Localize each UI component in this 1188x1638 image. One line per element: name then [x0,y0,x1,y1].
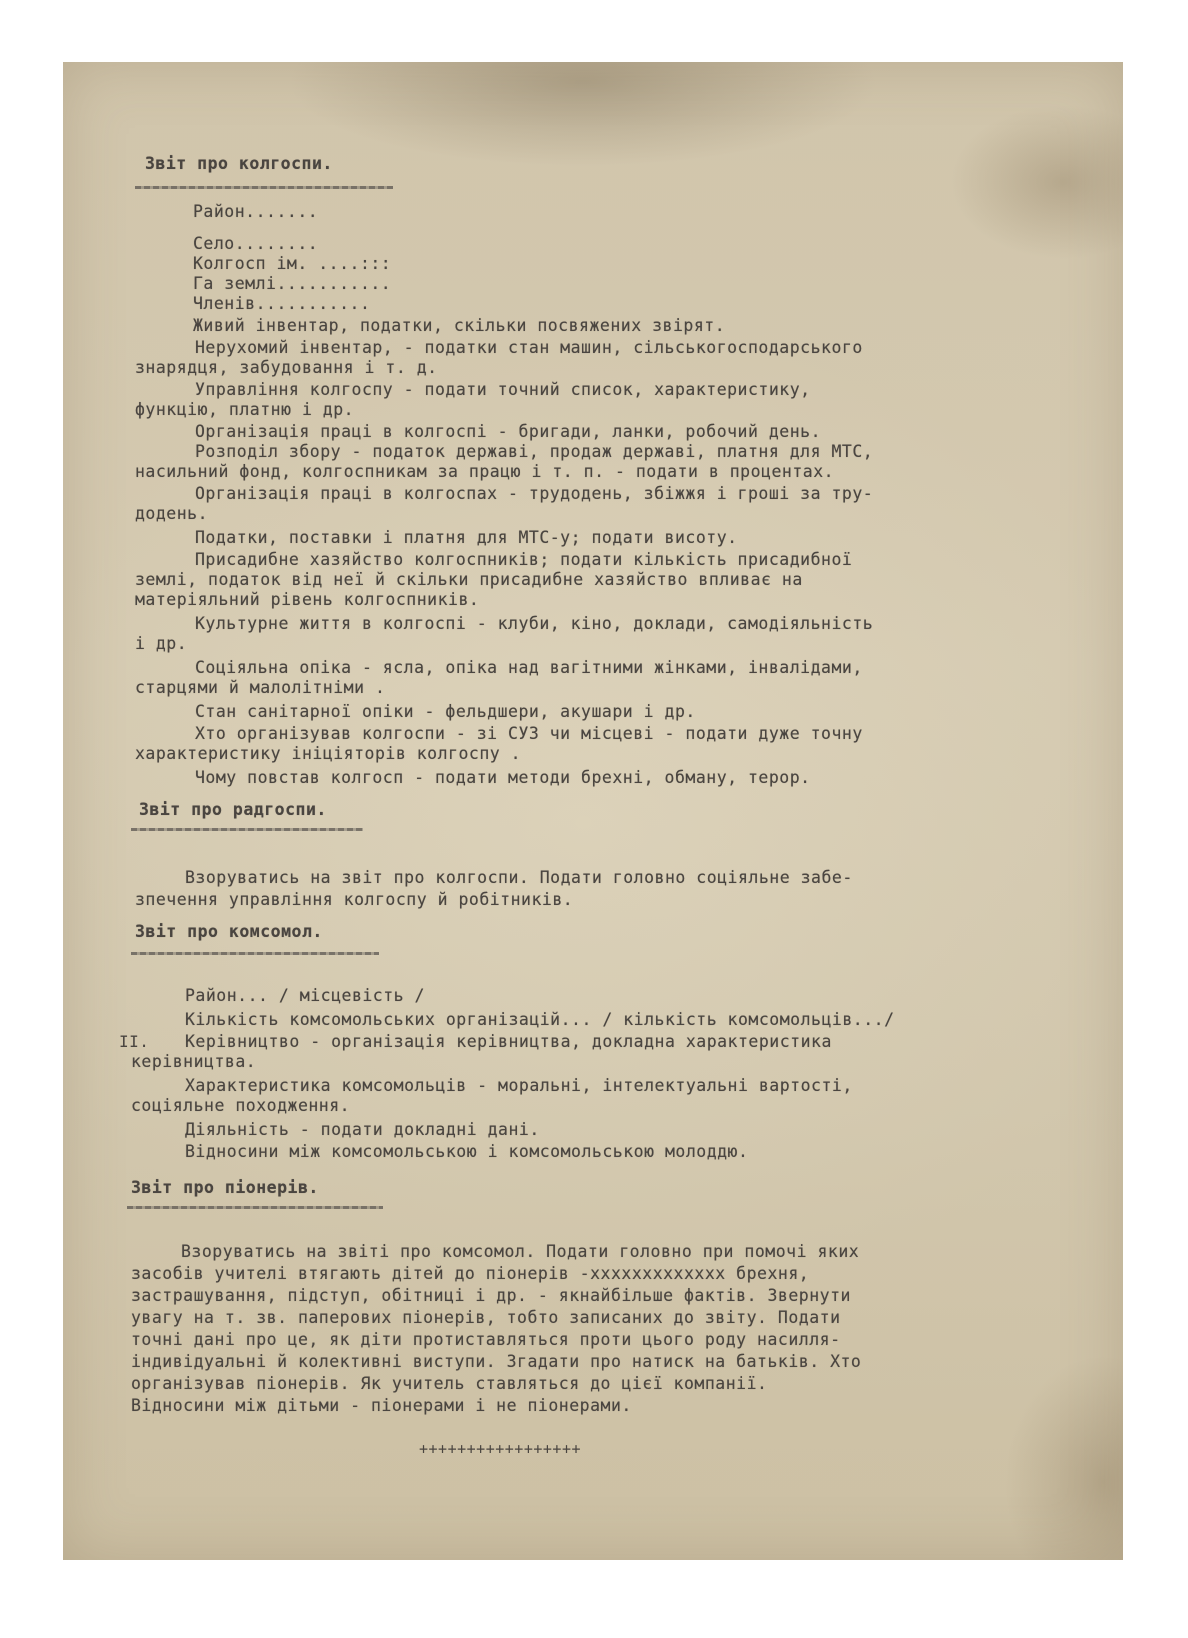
form-line: характеристику ініціяторів колгоспу . [135,744,522,763]
typewritten-document [63,62,1123,1560]
form-line: старцями й малолітніми . [135,678,386,697]
section-heading-komsomol: Звіт про комсомол. [135,922,323,941]
form-line: Відносини між дітьми - піонерами і не піонерами. [131,1396,632,1415]
form-line: і др. [135,634,188,653]
form-line: Організація праці в колгоспі - бригади, ланки, робочий день. [195,422,822,441]
form-line: матеріяльний рівень колгоспників. [135,590,480,609]
form-line: засобів учителі втягають дітей до піонерів -ххххххххххххх брехня, [131,1264,810,1283]
form-line: керівництва. [131,1052,257,1071]
form-line: Характеристика комсомольців - моральні, інтелектуальні вартості, [185,1076,853,1095]
form-line: Управління колгоспу - подати точний список, характеристику, [195,380,811,399]
form-line: Присадибне хазяйство колгоспників; подати кількість присадибної [195,550,853,569]
form-line: Взоруватись на звіті про комсомол. Подати головно при помочі яких [181,1242,860,1261]
form-line: точні дані про це, як діти протиставляться проти цього роду насилля- [131,1330,841,1349]
form-line: соціяльне походження. [131,1096,351,1115]
form-line: знарядця, забудовання і т. д. [135,358,438,377]
form-line: Колгосп ім. ....::: [193,254,392,273]
form-line: Село........ [193,234,319,253]
form-line: Соціяльна опіка - ясла, опіка над вагітними жінками, інвалідами, [195,658,863,677]
form-line: Чому повстав колгосп - подати методи брехні, обману, терор. [195,768,811,787]
form-line: Хто організував колгоспи - зі СУЗ чи місцеві - подати дуже точну [195,724,863,743]
form-line: додень. [135,504,209,523]
form-line: землі, податок від неї й скільки присадибне хазяйство впливає на [135,570,803,589]
section-heading-radhosp: Звіт про радгоспи. [139,800,327,819]
form-line: застрашування, підступ, обітниці і др. - якнайбільше фактів. Звернути [131,1286,851,1305]
form-line: Організація праці в колгоспах - трудодень, збіжжя і гроші за тру- [195,484,874,503]
form-line: Га землі........... [193,274,392,293]
form-line: індивідуальні й колективні виступи. Згадати про натиск на батьків. Хто [131,1352,862,1371]
heading-underline [131,828,363,831]
form-line: зпечення управління колгоспу й робітників. [135,890,574,909]
heading-underline [131,952,379,955]
form-line: Район....... [193,202,319,221]
form-line: Керівництво - організація керівництва, докладна характеристика [185,1032,832,1051]
form-line: Живий інвентар, податки, скільки посвяжених звірят. [193,316,726,335]
section-heading-pioneers: Звіт про піонерів. [131,1178,319,1197]
paper-sheet [63,62,1123,1560]
form-line: Кількість комсомольських організацій... / кількість комсомольців.../ [185,1010,895,1029]
form-line: насильний фонд, колгоспникам за працю і т. п. - подати в процентах. [135,462,835,481]
margin-mark: II. [119,1032,150,1051]
form-line: Діяльність - подати докладні дані. [185,1120,540,1139]
form-line: Податки, поставки і платня для МТС-у; подати висоту. [195,528,738,547]
form-line: увагу на т. зв. паперових піонерів, тобто записаних до звіту. Подати [131,1308,841,1327]
section-heading-kolhosp: Звіт про колгоспи. [145,154,333,173]
heading-underline [127,1206,383,1209]
form-line: функцію, платню і др. [135,400,355,419]
heading-underline [135,186,393,189]
form-line: Район... / місцевість / [185,986,425,1005]
end-separator: +++++++++++++++++ [419,1440,582,1458]
form-line: Розподіл збору - податок державі, продаж державі, платня для МТС, [195,442,874,461]
form-line: Відносини між комсомольською і комсомольською молоддю. [185,1142,749,1161]
form-line: Взоруватись на звіт про колгоспи. Подати головно соціяльне забе- [185,868,853,887]
form-line: Нерухомий інвентар, - податки стан машин, сільськогосподарського [195,338,863,357]
form-line: Культурне життя в колгоспі - клуби, кіно, доклади, самодіяльність [195,614,874,633]
form-line: Стан санітарної опіки - фельдшери, акушари і др. [195,702,696,721]
form-line: організував піонерів. Як учитель ставляться до цієї компанії. [131,1374,768,1393]
form-line: Членів........... [193,294,371,313]
